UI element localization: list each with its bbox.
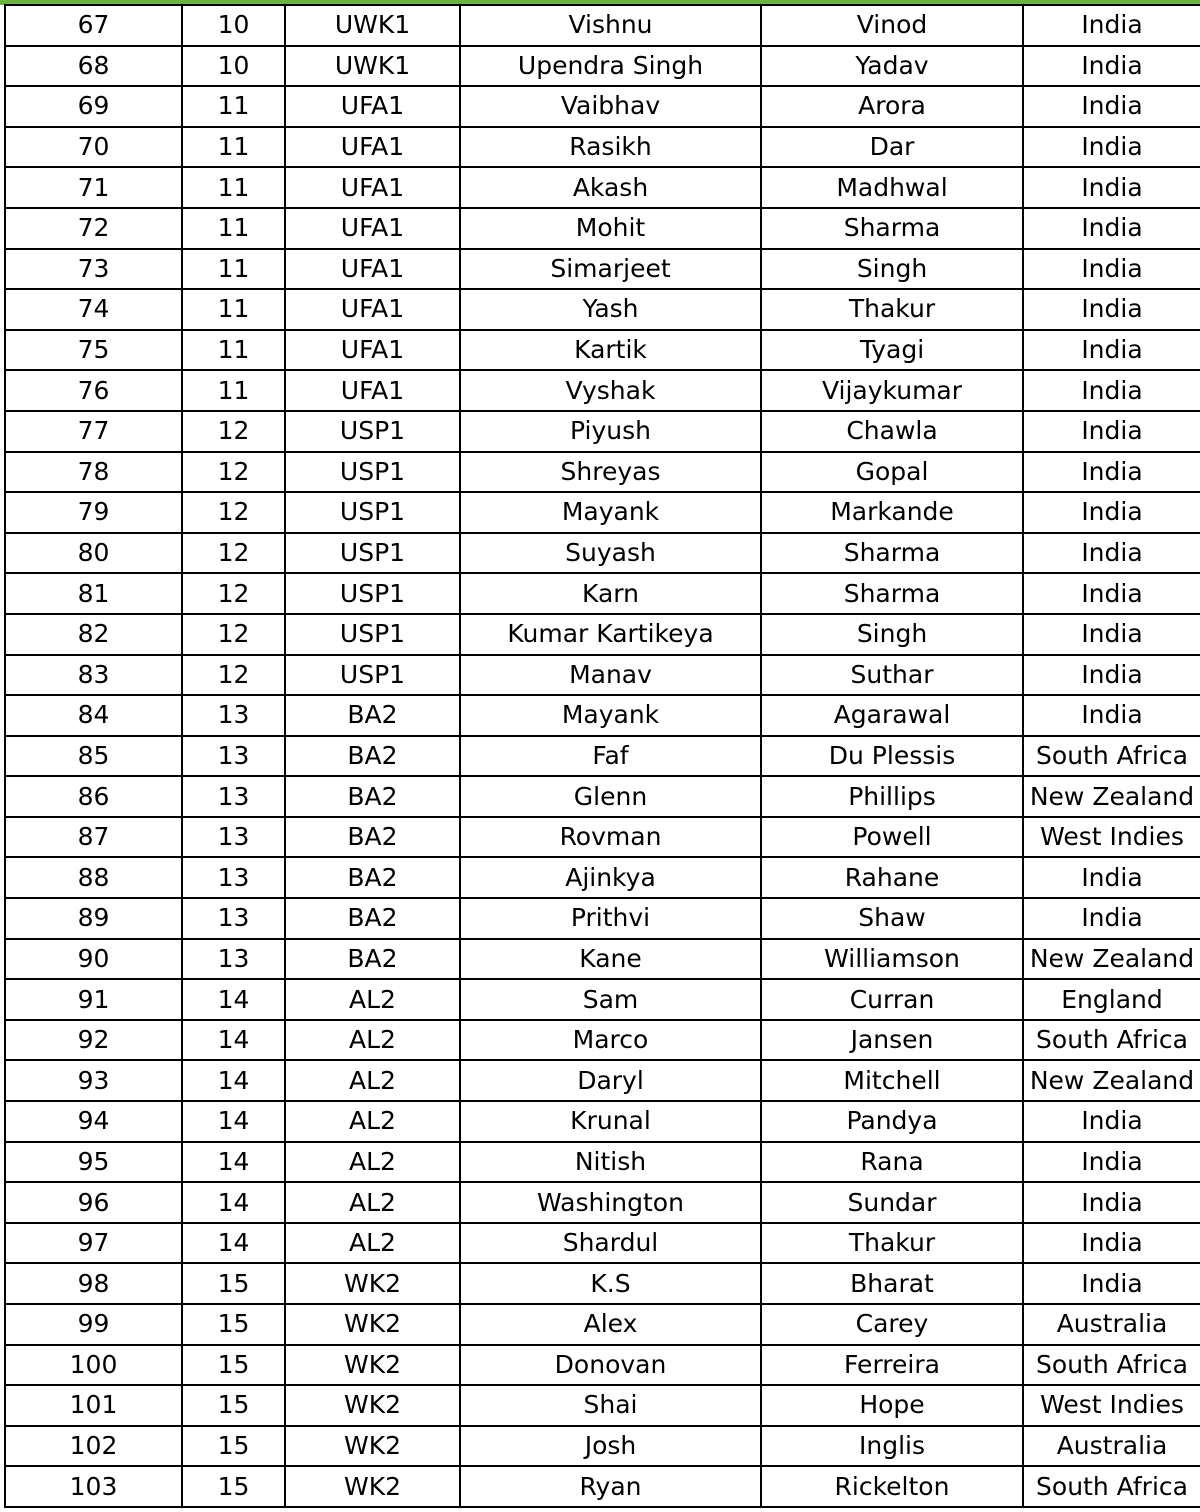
set-number-cell: 13 bbox=[182, 736, 285, 777]
serial-number-cell: 70 bbox=[5, 127, 182, 168]
serial-number-cell: 87 bbox=[5, 817, 182, 858]
set-number-cell: 14 bbox=[182, 979, 285, 1020]
surname-cell: Phillips bbox=[761, 776, 1023, 817]
first-name-cell: Faf bbox=[460, 736, 761, 777]
country-cell: India bbox=[1023, 1142, 1200, 1183]
serial-number-cell: 82 bbox=[5, 614, 182, 655]
serial-number-cell: 80 bbox=[5, 533, 182, 574]
first-name-cell: Donovan bbox=[460, 1345, 761, 1386]
country-cell: India bbox=[1023, 857, 1200, 898]
country-cell: India bbox=[1023, 655, 1200, 696]
country-cell: England bbox=[1023, 979, 1200, 1020]
table-row bbox=[5, 736, 1200, 777]
country-cell: West Indies bbox=[1023, 1385, 1200, 1426]
surname-cell: Bharat bbox=[761, 1263, 1023, 1304]
table-row bbox=[5, 573, 1200, 614]
first-name-cell: Mayank bbox=[460, 492, 761, 533]
surname-cell: Thakur bbox=[761, 1223, 1023, 1264]
country-cell: India bbox=[1023, 614, 1200, 655]
set-number-cell: 14 bbox=[182, 1142, 285, 1183]
surname-cell: Agarawal bbox=[761, 695, 1023, 736]
serial-number-cell: 74 bbox=[5, 289, 182, 330]
table-row bbox=[5, 208, 1200, 249]
serial-number-cell: 103 bbox=[5, 1466, 182, 1507]
set-code-cell: UFA1 bbox=[285, 249, 460, 290]
set-code-cell: USP1 bbox=[285, 492, 460, 533]
table-row bbox=[5, 817, 1200, 858]
first-name-cell: Marco bbox=[460, 1020, 761, 1061]
first-name-cell: Vyshak bbox=[460, 370, 761, 411]
set-number-cell: 11 bbox=[182, 370, 285, 411]
set-code-cell: BA2 bbox=[285, 695, 460, 736]
serial-number-cell: 84 bbox=[5, 695, 182, 736]
surname-cell: Powell bbox=[761, 817, 1023, 858]
table-row bbox=[5, 1020, 1200, 1061]
set-number-cell: 12 bbox=[182, 411, 285, 452]
country-cell: New Zealand bbox=[1023, 939, 1200, 980]
surname-cell: Shaw bbox=[761, 898, 1023, 939]
set-number-cell: 15 bbox=[182, 1385, 285, 1426]
set-number-cell: 13 bbox=[182, 857, 285, 898]
serial-number-cell: 94 bbox=[5, 1101, 182, 1142]
country-cell: India bbox=[1023, 1263, 1200, 1304]
set-number-cell: 11 bbox=[182, 330, 285, 371]
surname-cell: Thakur bbox=[761, 289, 1023, 330]
set-number-cell: 11 bbox=[182, 127, 285, 168]
country-cell: India bbox=[1023, 492, 1200, 533]
table-row bbox=[5, 330, 1200, 371]
country-cell: India bbox=[1023, 289, 1200, 330]
country-cell: India bbox=[1023, 533, 1200, 574]
first-name-cell: Washington bbox=[460, 1182, 761, 1223]
surname-cell: Sharma bbox=[761, 208, 1023, 249]
first-name-cell: Yash bbox=[460, 289, 761, 330]
set-code-cell: BA2 bbox=[285, 736, 460, 777]
table-row bbox=[5, 776, 1200, 817]
serial-number-cell: 71 bbox=[5, 167, 182, 208]
set-number-cell: 14 bbox=[182, 1020, 285, 1061]
country-cell: India bbox=[1023, 127, 1200, 168]
set-code-cell: UFA1 bbox=[285, 289, 460, 330]
table-row bbox=[5, 1263, 1200, 1304]
country-cell: India bbox=[1023, 46, 1200, 87]
surname-cell: Sundar bbox=[761, 1182, 1023, 1223]
serial-number-cell: 79 bbox=[5, 492, 182, 533]
surname-cell: Jansen bbox=[761, 1020, 1023, 1061]
country-cell: West Indies bbox=[1023, 817, 1200, 858]
table-row bbox=[5, 5, 1200, 46]
country-cell: New Zealand bbox=[1023, 776, 1200, 817]
set-number-cell: 10 bbox=[182, 5, 285, 46]
table-row bbox=[5, 695, 1200, 736]
set-number-cell: 14 bbox=[182, 1101, 285, 1142]
table-row bbox=[5, 411, 1200, 452]
set-number-cell: 11 bbox=[182, 289, 285, 330]
first-name-cell: Josh bbox=[460, 1426, 761, 1467]
set-code-cell: WK2 bbox=[285, 1426, 460, 1467]
first-name-cell: Suyash bbox=[460, 533, 761, 574]
first-name-cell: Krunal bbox=[460, 1101, 761, 1142]
surname-cell: Mitchell bbox=[761, 1060, 1023, 1101]
country-cell: India bbox=[1023, 573, 1200, 614]
surname-cell: Pandya bbox=[761, 1101, 1023, 1142]
set-number-cell: 10 bbox=[182, 46, 285, 87]
country-cell: Australia bbox=[1023, 1304, 1200, 1345]
set-number-cell: 12 bbox=[182, 614, 285, 655]
set-code-cell: UFA1 bbox=[285, 127, 460, 168]
first-name-cell: Karn bbox=[460, 573, 761, 614]
set-code-cell: UFA1 bbox=[285, 370, 460, 411]
set-code-cell: BA2 bbox=[285, 817, 460, 858]
serial-number-cell: 68 bbox=[5, 46, 182, 87]
first-name-cell: Sam bbox=[460, 979, 761, 1020]
first-name-cell: Rasikh bbox=[460, 127, 761, 168]
first-name-cell: Shai bbox=[460, 1385, 761, 1426]
table-row bbox=[5, 86, 1200, 127]
serial-number-cell: 98 bbox=[5, 1263, 182, 1304]
set-code-cell: AL2 bbox=[285, 1223, 460, 1264]
first-name-cell: Shardul bbox=[460, 1223, 761, 1264]
serial-number-cell: 92 bbox=[5, 1020, 182, 1061]
surname-cell: Gopal bbox=[761, 452, 1023, 493]
set-number-cell: 11 bbox=[182, 249, 285, 290]
first-name-cell: Glenn bbox=[460, 776, 761, 817]
surname-cell: Markande bbox=[761, 492, 1023, 533]
set-code-cell: WK2 bbox=[285, 1304, 460, 1345]
surname-cell: Hope bbox=[761, 1385, 1023, 1426]
set-number-cell: 13 bbox=[182, 898, 285, 939]
serial-number-cell: 78 bbox=[5, 452, 182, 493]
first-name-cell: Daryl bbox=[460, 1060, 761, 1101]
surname-cell: Yadav bbox=[761, 46, 1023, 87]
first-name-cell: Piyush bbox=[460, 411, 761, 452]
surname-cell: Du Plessis bbox=[761, 736, 1023, 777]
first-name-cell: Prithvi bbox=[460, 898, 761, 939]
table-row bbox=[5, 492, 1200, 533]
country-cell: India bbox=[1023, 5, 1200, 46]
serial-number-cell: 97 bbox=[5, 1223, 182, 1264]
country-cell: South Africa bbox=[1023, 1020, 1200, 1061]
surname-cell: Rickelton bbox=[761, 1466, 1023, 1507]
serial-number-cell: 99 bbox=[5, 1304, 182, 1345]
table-row bbox=[5, 127, 1200, 168]
table-row bbox=[5, 370, 1200, 411]
set-number-cell: 13 bbox=[182, 939, 285, 980]
set-number-cell: 12 bbox=[182, 655, 285, 696]
country-cell: New Zealand bbox=[1023, 1060, 1200, 1101]
country-cell: India bbox=[1023, 452, 1200, 493]
surname-cell: Rana bbox=[761, 1142, 1023, 1183]
surname-cell: Inglis bbox=[761, 1426, 1023, 1467]
set-number-cell: 11 bbox=[182, 208, 285, 249]
country-cell: India bbox=[1023, 249, 1200, 290]
table-row bbox=[5, 1304, 1200, 1345]
serial-number-cell: 67 bbox=[5, 5, 182, 46]
table-row bbox=[5, 533, 1200, 574]
first-name-cell: Upendra Singh bbox=[460, 46, 761, 87]
set-code-cell: BA2 bbox=[285, 857, 460, 898]
serial-number-cell: 77 bbox=[5, 411, 182, 452]
set-code-cell: UWK1 bbox=[285, 5, 460, 46]
set-number-cell: 14 bbox=[182, 1223, 285, 1264]
set-number-cell: 12 bbox=[182, 452, 285, 493]
set-code-cell: WK2 bbox=[285, 1345, 460, 1386]
first-name-cell: Simarjeet bbox=[460, 249, 761, 290]
serial-number-cell: 69 bbox=[5, 86, 182, 127]
table-row bbox=[5, 249, 1200, 290]
set-code-cell: AL2 bbox=[285, 1142, 460, 1183]
surname-cell: Sharma bbox=[761, 533, 1023, 574]
first-name-cell: Mayank bbox=[460, 695, 761, 736]
serial-number-cell: 81 bbox=[5, 573, 182, 614]
first-name-cell: Akash bbox=[460, 167, 761, 208]
set-number-cell: 13 bbox=[182, 776, 285, 817]
serial-number-cell: 95 bbox=[5, 1142, 182, 1183]
player-list-table bbox=[4, 4, 1200, 1508]
table-row bbox=[5, 857, 1200, 898]
country-cell: India bbox=[1023, 208, 1200, 249]
table-row bbox=[5, 655, 1200, 696]
serial-number-cell: 89 bbox=[5, 898, 182, 939]
set-code-cell: BA2 bbox=[285, 898, 460, 939]
set-number-cell: 14 bbox=[182, 1060, 285, 1101]
set-code-cell: AL2 bbox=[285, 979, 460, 1020]
first-name-cell: Kumar Kartikeya bbox=[460, 614, 761, 655]
set-code-cell: AL2 bbox=[285, 1020, 460, 1061]
table-row bbox=[5, 979, 1200, 1020]
country-cell: India bbox=[1023, 370, 1200, 411]
country-cell: India bbox=[1023, 411, 1200, 452]
set-number-cell: 12 bbox=[182, 492, 285, 533]
set-number-cell: 12 bbox=[182, 533, 285, 574]
first-name-cell: Ryan bbox=[460, 1466, 761, 1507]
surname-cell: Ferreira bbox=[761, 1345, 1023, 1386]
first-name-cell: Rovman bbox=[460, 817, 761, 858]
set-number-cell: 11 bbox=[182, 86, 285, 127]
set-number-cell: 11 bbox=[182, 167, 285, 208]
table-row bbox=[5, 1385, 1200, 1426]
country-cell: South Africa bbox=[1023, 1345, 1200, 1386]
set-number-cell: 12 bbox=[182, 573, 285, 614]
set-code-cell: USP1 bbox=[285, 614, 460, 655]
set-code-cell: WK2 bbox=[285, 1466, 460, 1507]
set-code-cell: AL2 bbox=[285, 1101, 460, 1142]
first-name-cell: Kane bbox=[460, 939, 761, 980]
surname-cell: Rahane bbox=[761, 857, 1023, 898]
country-cell: South Africa bbox=[1023, 1466, 1200, 1507]
serial-number-cell: 96 bbox=[5, 1182, 182, 1223]
table-row bbox=[5, 1182, 1200, 1223]
country-cell: India bbox=[1023, 86, 1200, 127]
serial-number-cell: 93 bbox=[5, 1060, 182, 1101]
set-number-cell: 13 bbox=[182, 817, 285, 858]
table-row bbox=[5, 1101, 1200, 1142]
country-cell: South Africa bbox=[1023, 736, 1200, 777]
serial-number-cell: 91 bbox=[5, 979, 182, 1020]
set-code-cell: UWK1 bbox=[285, 46, 460, 87]
country-cell: India bbox=[1023, 898, 1200, 939]
set-number-cell: 15 bbox=[182, 1304, 285, 1345]
serial-number-cell: 100 bbox=[5, 1345, 182, 1386]
first-name-cell: Kartik bbox=[460, 330, 761, 371]
set-code-cell: USP1 bbox=[285, 452, 460, 493]
first-name-cell: Alex bbox=[460, 1304, 761, 1345]
table-row bbox=[5, 46, 1200, 87]
table-row bbox=[5, 452, 1200, 493]
country-cell: Australia bbox=[1023, 1426, 1200, 1467]
surname-cell: Arora bbox=[761, 86, 1023, 127]
serial-number-cell: 73 bbox=[5, 249, 182, 290]
surname-cell: Sharma bbox=[761, 573, 1023, 614]
set-code-cell: WK2 bbox=[285, 1263, 460, 1304]
set-code-cell: USP1 bbox=[285, 411, 460, 452]
table-row bbox=[5, 289, 1200, 330]
surname-cell: Chawla bbox=[761, 411, 1023, 452]
surname-cell: Singh bbox=[761, 614, 1023, 655]
surname-cell: Suthar bbox=[761, 655, 1023, 696]
country-cell: India bbox=[1023, 330, 1200, 371]
set-code-cell: UFA1 bbox=[285, 86, 460, 127]
set-number-cell: 15 bbox=[182, 1263, 285, 1304]
first-name-cell: K.S bbox=[460, 1263, 761, 1304]
serial-number-cell: 75 bbox=[5, 330, 182, 371]
set-number-cell: 15 bbox=[182, 1345, 285, 1386]
serial-number-cell: 88 bbox=[5, 857, 182, 898]
first-name-cell: Manav bbox=[460, 655, 761, 696]
first-name-cell: Vaibhav bbox=[460, 86, 761, 127]
set-code-cell: AL2 bbox=[285, 1182, 460, 1223]
set-code-cell: BA2 bbox=[285, 776, 460, 817]
table-row bbox=[5, 614, 1200, 655]
set-number-cell: 15 bbox=[182, 1426, 285, 1467]
table-row bbox=[5, 898, 1200, 939]
serial-number-cell: 72 bbox=[5, 208, 182, 249]
table-row bbox=[5, 1060, 1200, 1101]
set-code-cell: USP1 bbox=[285, 655, 460, 696]
set-code-cell: BA2 bbox=[285, 939, 460, 980]
serial-number-cell: 85 bbox=[5, 736, 182, 777]
serial-number-cell: 83 bbox=[5, 655, 182, 696]
set-code-cell: USP1 bbox=[285, 533, 460, 574]
country-cell: India bbox=[1023, 1101, 1200, 1142]
table-body bbox=[5, 5, 1200, 1507]
country-cell: India bbox=[1023, 1223, 1200, 1264]
serial-number-cell: 90 bbox=[5, 939, 182, 980]
country-cell: India bbox=[1023, 695, 1200, 736]
set-number-cell: 15 bbox=[182, 1466, 285, 1507]
set-code-cell: WK2 bbox=[285, 1385, 460, 1426]
country-cell: India bbox=[1023, 1182, 1200, 1223]
surname-cell: Singh bbox=[761, 249, 1023, 290]
table-row bbox=[5, 1426, 1200, 1467]
table-row bbox=[5, 1345, 1200, 1386]
set-number-cell: 14 bbox=[182, 1182, 285, 1223]
set-code-cell: AL2 bbox=[285, 1060, 460, 1101]
serial-number-cell: 86 bbox=[5, 776, 182, 817]
surname-cell: Vijaykumar bbox=[761, 370, 1023, 411]
set-code-cell: USP1 bbox=[285, 573, 460, 614]
serial-number-cell: 101 bbox=[5, 1385, 182, 1426]
first-name-cell: Ajinkya bbox=[460, 857, 761, 898]
set-code-cell: UFA1 bbox=[285, 330, 460, 371]
surname-cell: Curran bbox=[761, 979, 1023, 1020]
surname-cell: Vinod bbox=[761, 5, 1023, 46]
surname-cell: Madhwal bbox=[761, 167, 1023, 208]
set-code-cell: UFA1 bbox=[285, 167, 460, 208]
set-number-cell: 13 bbox=[182, 695, 285, 736]
first-name-cell: Vishnu bbox=[460, 5, 761, 46]
surname-cell: Tyagi bbox=[761, 330, 1023, 371]
first-name-cell: Nitish bbox=[460, 1142, 761, 1183]
surname-cell: Williamson bbox=[761, 939, 1023, 980]
first-name-cell: Shreyas bbox=[460, 452, 761, 493]
set-code-cell: UFA1 bbox=[285, 208, 460, 249]
first-name-cell: Mohit bbox=[460, 208, 761, 249]
table-row bbox=[5, 939, 1200, 980]
serial-number-cell: 102 bbox=[5, 1426, 182, 1467]
table-row bbox=[5, 1223, 1200, 1264]
table-row bbox=[5, 1466, 1200, 1507]
surname-cell: Dar bbox=[761, 127, 1023, 168]
table-row bbox=[5, 1142, 1200, 1183]
serial-number-cell: 76 bbox=[5, 370, 182, 411]
table-row bbox=[5, 167, 1200, 208]
country-cell: India bbox=[1023, 167, 1200, 208]
surname-cell: Carey bbox=[761, 1304, 1023, 1345]
